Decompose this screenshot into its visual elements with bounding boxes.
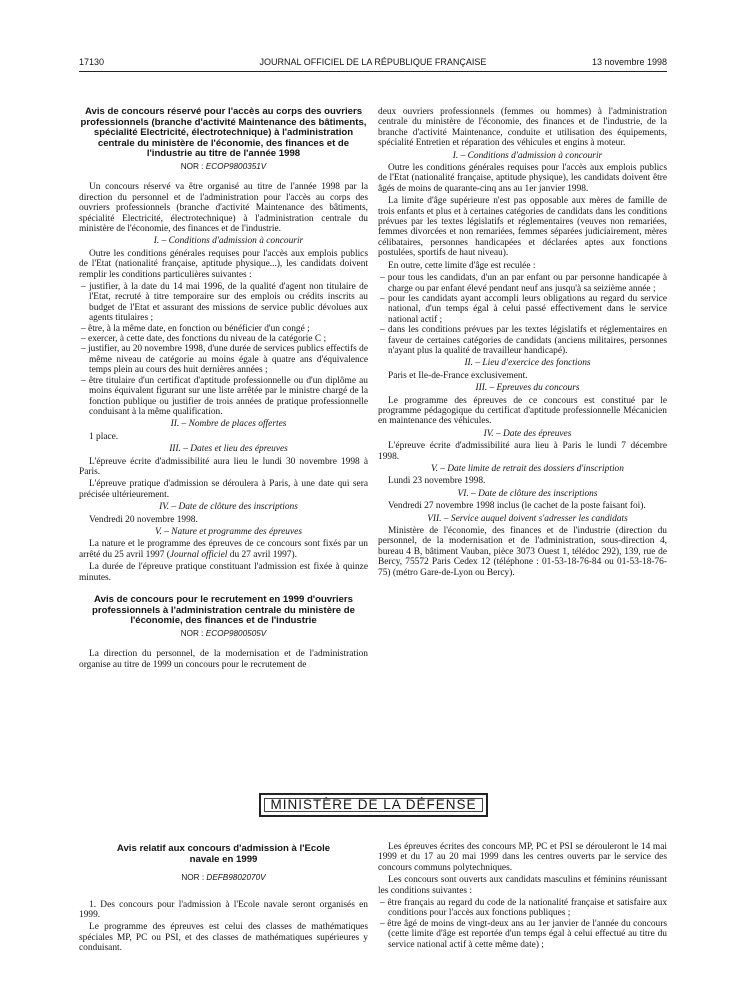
journal-reference: Journal officiel [169,549,228,560]
notice2-section-5-text: Lundi 23 novembre 1998. [388,476,486,487]
notice3-nor [79,873,368,883]
bottom-left-column [79,844,368,956]
nor-label: NOR : [180,161,204,171]
list-item: – être français au regard du code de la nationalité française et satisfaire aux conditions pour l'accès aux fonctions publiques ; [378,898,667,919]
notice2-intro: La direction du personnel, de la modernisation et de l'administration organise au titre de 1999 un concours pour le recrutement de [79,649,368,670]
list-item: – justifier, à la date du 14 mai 1996, de la qualité d'agent non titulaire de l'Etat, recruté à titre temporaire sur des emplois ou crédits inscrits au budget de l'Etat et assurant des missions de service public dévolues aux agents titulaires ; [79,282,368,324]
notice2-section-2-text: Paris et Ile-de-France exclusivement. [388,370,528,381]
notice3-p2: Le programme des épreuves est celui des classes de mathématiques spéciales MP, PC ou PSI, et des classes de mathématiques supérieures y conduisant. [79,922,368,954]
notice1-section-5-title: V. – Nature et programme des épreuves [155,526,302,537]
page-header [79,57,667,71]
notice1-conditions-list [79,282,368,417]
notice1-intro: Un concours réservé va être organisé au titre de l'année 1998 par la direction du personnel et de l'administration pour l'accès au corps des ouvriers professionnels (branche d'activité Maintenance des bâtiments, spécialité Electricité, électrotechnique) à l'administration centrale du ministère de l'économie, des finances et de l'industrie. [79,182,368,234]
issue-date: 13 novembre 1998 [591,57,667,67]
list-item: – exercer, à cette date, des fonctions du niveau de la catégorie C ; [79,334,368,344]
notice2-section-1-title: I. – Conditions d'admission à concourir [452,150,603,161]
right-column [378,107,667,580]
list-item: – dans les conditions prévues par les textes législatifs et réglementaires en faveur de certaines catégories de candidats (anciens militaires, personnes n'ayant plus la qualité de travailleur handicapé). [378,325,667,356]
notice2-nor [79,629,368,639]
notice2-section-4-text: L'épreuve écrite d'admissibilité aura lieu à Paris le lundi 7 décembre 1998. [378,441,667,462]
notice2-title: Avis de concours pour le recrutement en 1999 d'ouvriers professionnels à l'administration centrale du ministère de l'économie, des finances et de l'industrie [92,594,355,627]
notice3-title: Avis relatif aux concours d'admission à l'Ecole navale en 1999 [116,843,331,865]
notice1-section-3-p2: L'épreuve pratique d'admission se déroulera à Paris, à une date qui sera précisée ultérieurement. [79,479,368,500]
notice2-section-5-title: V. – Date limite de retrait des dossiers d'inscription [431,464,624,474]
notice2-section-1-p3: En outre, cette limite d'âge est reculée : [388,260,536,271]
list-item: – pour tous les candidats, d'un an par enfant ou par personne handicapée à charge ou par enfant élevé pendant neuf ans jusqu'à sa seizième année ; [378,273,667,294]
notice2-intro-continued: deux ouvriers professionnels (femmes ou hommes) à l'administration centrale du ministère de l'économie, des finances et de l'industrie, de la branche d'activité Maintenance, conduite et utilisation des équipements, spécialité Entretien et réparation des véhicules et engins à moteur. [378,107,667,149]
notice3-p1: 1. Des concours pour l'admission à l'Ecole navale seront organisés en 1999. [79,899,368,920]
notice2-section-2-title: II. – Lieu d'exercice des fonctions [464,358,591,369]
notice2-section-1-p1: Outre les conditions générales requises pour l'accès aux emplois publics de l'Etat (nationalité française, aptitude physique), les candidats doivent être âgés de moins de quarante-cinq ans au 1er janvier 1998. [378,163,667,194]
notice1-section-1-text: Outre les conditions générales requises pour l'accès aux emplois publics de l'Etat (nationalité française, aptitude physique...), les candidats doivent remplir les conditions particulières suivantes : [79,248,368,280]
notice3-p4: Les concours sont ouverts aux candidats masculins et féminins réunissant les conditions suivantes : [378,875,667,896]
notice1-section-3-p1: L'épreuve écrite d'admissibilité aura lieu le lundi 30 novembre 1998 à Paris. [79,456,368,477]
list-item: – être âgé de moins de vingt-deux ans au 1er janvier de l'année du concours (cette limite d'âge est reportée d'un temps égal à celui effectué au titre du service national actif à cette même date) ; [378,919,667,950]
notice3-conditions-list [378,898,667,950]
list-item: – pour les candidats ayant accompli leurs obligations au regard du service national, d'un temps égal à celui passé effectivement dans le service national actif ; [378,294,667,325]
notice1-section-5-p2: La durée de l'épreuve pratique constituant l'admission est fixée à quinze minutes. [79,562,368,583]
notice2-section-3-title: III. – Epreuves du concours [475,383,580,394]
left-column [79,107,368,671]
notice2-section-1-p2: La limite d'âge supérieure n'est pas opposable aux mères de famille de trois enfants et plus et à certaines catégories de candidats dans les conditions prévues par les textes législatifs et réglementaires (veuves non remariées, femmes divorcées et non remariées, femmes séparées judiciairement, mères célibataires, personnes handicapées et déclarées aptes aux fonctions postulées, sportifs de haut niveau). [378,196,667,259]
notice1-section-2-text: 1 place. [89,431,119,442]
notice2-section-3-text: Le programme des épreuves de ce concours est constitué par le programme pédagogique du certificat d'aptitude professionnelle Mécanicien en maintenance des véhicules. [378,395,667,427]
notice1-section-2-title: II. – Nombre de places offertes [170,419,287,430]
ministry-heading: MINISTÈRE DE LA DÉFENSE [259,793,488,817]
nor-code: DEFB9802070V [206,873,266,883]
notice2-section-6-title: VI. – Date de clôture des inscriptions [457,488,598,499]
notice1-title: Avis de concours réservé pour l'accès au corps des ouvriers professionnels (branche d'activité Maintenance des bâtiments, spécialité Electricité, électrotechnique) à l'administration centrale du ministère de l'économie, des finances et de l'industrie au titre de l'année 1998 [80,106,367,160]
nor-code: ECOP9800351V [205,161,267,171]
notice2-section-7-title: VII. – Service auquel doivent s'adresser les candidats [427,513,628,524]
text-part: du 27 avril 1997). [227,549,297,560]
notice1-section-4-title: IV. – Date de clôture des inscriptions [159,502,298,513]
page-number: 17130 [79,57,105,67]
nor-code: ECOP9800505V [205,628,267,638]
text-part: La nature et le programme des épreuves de ce concours sont fixés par un arrêté du 25 avril 1997 ( [79,539,368,560]
notice1-section-3-title: III. – Dates et lieu des épreuves [169,444,288,455]
nor-label: NOR : [181,873,205,883]
notice1-section-5-p1 [79,539,368,560]
list-item: – être, à la même date, en fonction ou bénéficier d'un congé ; [79,324,368,334]
notice1-nor [79,162,368,172]
list-item: – être titulaire d'un certificat d'aptitude professionnelle ou d'un diplôme au moins équivalent figurant sur une liste arrêtée par le ministre chargé de la fonction publique ou justifier de trois années de pratique professionnelle conduisant à la même qualification. [79,376,368,418]
notice2-section-7-text: Ministère de l'économie, des finances et de l'industrie (direction du personnel, de la modernisation et de l'administration, sous-direction 4, bureau 4 B, bâtiment Vauban, pièce 3073 Ouest 1, télédoc 292), 139, rue de Bercy, 75572 Paris Cedex 12 (téléphone : 01-53-18-76-84 ou 01-53-18-76-75) (métro Gare-de-Lyon ou Bercy). [378,526,667,578]
notice3-p3: Les épreuves écrites des concours MP, PC et PSI se dérouleront le 14 mai 1999 et du 17 au 20 mai 1999 dans les centres ouverts par le service des concours communs polytechniques. [378,842,667,873]
header-rule [79,71,667,72]
bottom-right-column [378,842,667,952]
notice1-section-1-title: I. – Conditions d'admission à concourir [153,236,304,247]
notice2-section-4-title: IV. – Date des épreuves [483,428,572,439]
notice2-section-6-text: Vendredi 27 novembre 1998 inclus (le cachet de la poste faisant foi). [388,501,646,512]
list-item: – justifier, au 20 novembre 1998, d'une durée de services publics effectifs de même niveau de catégorie au moins égale à quatre ans d'équivalence temps plein au cours des huit dernières années ; [79,344,368,375]
nor-label: NOR : [180,628,204,638]
notice2-age-list [378,273,667,356]
journal-title: JOURNAL OFFICIEL DE LA RÉPUBLIQUE FRANÇAISE [259,57,487,67]
notice1-section-4-text: Vendredi 20 novembre 1998. [89,514,198,525]
